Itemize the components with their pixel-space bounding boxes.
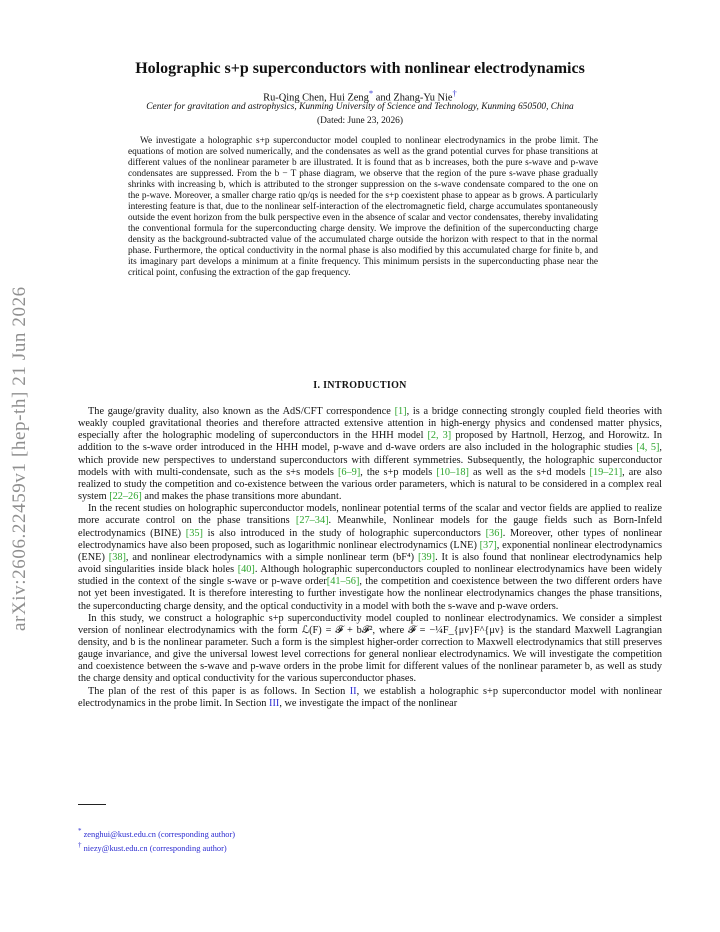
paragraph: In this study, we construct a holographic s+p superconductivity model coupled to nonlinear electrodynamics. We consider a simplest version of nonlinear electrodynamics with the form ℒ(F) = 𝓕 + b𝓕², where 𝓕 = −¼F_{μν}F^{μν} is the standard Maxwell Lagrangian density, and b is the nonlinear parameter. Such a form is the simplest higher-order correction to Maxwell electrodynamics that still preserves gauge invariance, and give the universal lowest level corrections for general nonliear electrodynamics. We will investigate the competition and coexistence between the s-wave and p-wave orders in the probe limit for different values of the nonlinear parameter b, as well as study the charge density and optical conductivity for the various superconductor phases. — [78, 612, 662, 685]
email-link[interactable]: niezy@kust.edu.cn — [83, 843, 148, 853]
footnote-marker[interactable]: † — [452, 88, 457, 98]
affiliation: Center for gravitation and astrophysics, Kunming University of Science and Technology, Kunming 650500, China — [146, 102, 574, 112]
footnote-note: (corresponding author) — [155, 829, 236, 839]
body-text — [78, 406, 662, 710]
footnote-marker[interactable]: * — [368, 88, 374, 98]
arxiv-identifier-stamp: arXiv:2606.22459v1 [hep-th] 21 Jun 2026 — [9, 286, 30, 631]
footnote — [78, 840, 662, 854]
paper-title: Holographic s+p superconductors with nonlinear electrodynamics — [135, 60, 585, 77]
paragraph: In the recent studies on holographic superconductor models, nonlinear potential terms of the scalar and vector fields are applied to realize more accurate control on the phase transitions [27–34]. Meanwhile, Nonlinear models for the gauge fields such as Born-Infeld electrodynamics (BINE) [35] is also introduced in the study of holographic superconductors [36]. Moreover, other types of nonlinear electrodynamics have also been proposed, such as logarithmic nonlinear electrodynamics (LNE) [37], exponential nonlinear electrodynamics (ENE) [38], and nonlinear electrodynamics with a simple nonlinear term (bF⁴) [39]. It is also found that nonlinear electrodynamics help avoid singularities inside black holes [40]. Although holographic superconductors coupled to nonlinear electrodynamics have been widely studied in the context of the single s-wave or p-wave order[41–56], the competition and coexistence between the two different orders have not yet been investigated. It is therefore interesting to further investigate how the nonlinear electrodynamics changes the phase transitions, the superconducting charge density, and the optical conductivity in a model with both the s-wave and p-wave orders. — [78, 503, 663, 612]
paragraph: The gauge/gravity duality, also known as the AdS/CFT correspondence [1], is a bridge connecting strongly coupled field theories with weakly coupled gravitational theories and therefore attracted extensive attention in high-energy physics and condensed matter physics, especially after the holographic modeling of superconductors in the HHH model [2, 3] proposed by Hartnoll, Herzog, and Horowitz. In addition to the s-wave order introduced in the HHH model, p-wave and d-wave orders are also included in the holographic studies [4, 5], which provide new perspectives to understand superconductors with different symmetries. Subsequently, the holographic superconductor models with with multi-condensate, such as the s+s models [6–9], the s+p models [10–18] as well as the s+d models [19–21], are also realized to study the competition and co-existence between the various order parameters, which is natural to be considered in a complex real system [22–26] and makes the phase transitions more abundant. — [78, 406, 662, 503]
citation-link[interactable]: [27–34] — [295, 515, 329, 527]
section-link[interactable]: II — [349, 685, 357, 697]
email-link[interactable]: zenghui@kust.edu.cn — [83, 829, 156, 839]
abstract: We investigate a holographic s+p superconductor model coupled to nonlinear electrodynamics in the probe limit. The equations of motion are solved numerically, and the condensates as well as the grand potential curves for phase transitions at different values of the nonlinear parameter b are illustrated. It is found that as b increases, both the pure s-wave and p-wave condensates are suppressed. From the b − T phase diagram, we observe that the region of the pure s-wave phase gradually shrinks with increasing b, which is attributed to the stronger suppression on the s-wave condensate compared to the one on the p-wave. Moreover, a smaller charge ratio qp/qs is needed for the s+p coexistent phase to appear as b grows. A particularly interesting feature is that, due to the nonlinear self-interaction of the electromagnetic field, charge accumulates spontaneously outside the event horizon from the bulk perspective even in the absence of scalar and vector condensates, thereby invalidating the conventional formula for the superconducting charge density. We improve the definition of the superconducting charge density as the background-subtracted value of the accumulated charge outside the horizon with respect to that in the normal phase. Furthermore, the optical conductivity in the normal phase is also modified by this accumulated charge for finite b, and its imaginary part develops a minimum at a finite frequency. This minimum persists in the superconducting phase near the critical point, confusing the extraction of the gap frequency. — [128, 136, 598, 278]
author-list: Ru-Qing Chen, Hui Zeng* and Zhang-Yu Nie† — [263, 88, 457, 104]
citation-link[interactable]: [2, 3] — [427, 430, 452, 442]
footnote — [78, 826, 662, 840]
date-line: (Dated: June 23, 2026) — [317, 116, 403, 126]
citation-link[interactable]: [10–18] — [436, 466, 469, 478]
citation-link[interactable]: [1] — [394, 406, 407, 417]
citation-link[interactable]: [36] — [485, 527, 503, 539]
citation-link[interactable]: [6–9] — [337, 466, 361, 478]
footnote-note: (corresponding author) — [147, 843, 227, 853]
citation-link[interactable]: [22–26] — [109, 491, 142, 503]
footnotes — [78, 826, 662, 854]
paragraph: The plan of the rest of this paper is as follows. In Section II, we establish a holographic s+p superconductor model with nonlinear electrodynamics in the probe limit. In Section III, we investigate the impact of the nonlinear — [78, 685, 663, 709]
citation-link[interactable]: [19–21] — [589, 466, 623, 478]
author-name: Hui Zeng — [329, 92, 369, 104]
section-heading: I. INTRODUCTION — [313, 380, 407, 391]
footnote-marker: † — [78, 840, 82, 849]
citation-link[interactable]: [38] — [108, 551, 126, 563]
footnote-marker: * — [78, 827, 82, 835]
citation-link[interactable]: [4, 5] — [636, 442, 660, 454]
citation-link[interactable]: [37] — [479, 539, 497, 551]
author-name: Zhang-Yu Nie — [393, 92, 453, 104]
citation-link[interactable]: [41–56] — [326, 576, 360, 588]
section-link[interactable]: III — [269, 697, 280, 709]
author-name: Ru-Qing Chen — [263, 92, 325, 104]
citation-link[interactable]: [40] — [237, 564, 255, 576]
footnote-rule — [78, 804, 106, 805]
citation-link[interactable]: [35] — [185, 527, 203, 539]
citation-link[interactable]: [39] — [417, 551, 436, 563]
